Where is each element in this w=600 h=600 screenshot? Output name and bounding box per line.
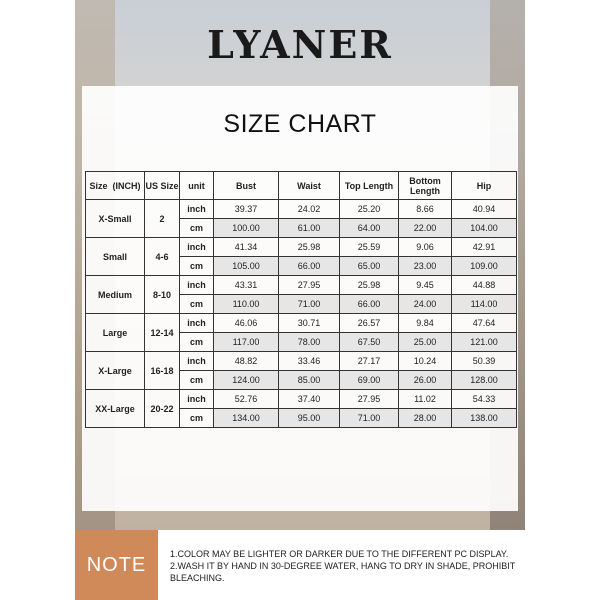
table-header-row: [86, 172, 517, 200]
measurement-cell: 26.00: [399, 371, 452, 390]
measurement-cell: 52.76: [214, 390, 279, 409]
measurement-cell: 9.84: [399, 314, 452, 333]
measurement-cell: 27.17: [340, 352, 399, 371]
measurement-cell: 42.91: [452, 238, 517, 257]
measurement-cell: 25.00: [399, 333, 452, 352]
table-row: [86, 276, 517, 295]
measurement-cell: 33.46: [279, 352, 340, 371]
measurement-cell: 11.02: [399, 390, 452, 409]
unit-cell: inch: [180, 352, 214, 371]
size-name-cell: Large: [86, 314, 145, 352]
measurement-cell: 95.00: [279, 409, 340, 428]
unit-cell: inch: [180, 238, 214, 257]
measurement-cell: 43.31: [214, 276, 279, 295]
measurement-cell: 27.95: [279, 276, 340, 295]
measurement-cell: 71.00: [340, 409, 399, 428]
measurement-cell: 30.71: [279, 314, 340, 333]
measurement-cell: 50.39: [452, 352, 517, 371]
measurement-cell: 9.06: [399, 238, 452, 257]
measurement-cell: 61.00: [279, 219, 340, 238]
measurement-cell: 27.95: [340, 390, 399, 409]
measurement-cell: 105.00: [214, 257, 279, 276]
measurement-cell: 138.00: [452, 409, 517, 428]
measurement-cell: 28.00: [399, 409, 452, 428]
measurement-cell: 64.00: [340, 219, 399, 238]
size-name-cell: XX-Large: [86, 390, 145, 428]
header-hip: Hip: [452, 172, 517, 200]
measurement-cell: 117.00: [214, 333, 279, 352]
size-table-body: [86, 200, 517, 428]
unit-cell: cm: [180, 295, 214, 314]
us-size-cell: 20-22: [145, 390, 180, 428]
header-waist: Waist: [279, 172, 340, 200]
measurement-cell: 47.64: [452, 314, 517, 333]
unit-cell: inch: [180, 390, 214, 409]
unit-cell: cm: [180, 333, 214, 352]
us-size-cell: 16-18: [145, 352, 180, 390]
measurement-cell: 26.57: [340, 314, 399, 333]
unit-cell: cm: [180, 219, 214, 238]
table-row: [86, 352, 517, 371]
page-title: SIZE CHART: [223, 110, 377, 138]
unit-cell: cm: [180, 371, 214, 390]
measurement-cell: 25.98: [340, 276, 399, 295]
unit-cell: cm: [180, 409, 214, 428]
measurement-cell: 69.00: [340, 371, 399, 390]
measurement-cell: 124.00: [214, 371, 279, 390]
unit-cell: inch: [180, 276, 214, 295]
note-line-2: 2.WASH IT BY HAND IN 30-DEGREE WATER, HANG TO DRY IN SHADE, PROHIBIT BLEACHING.: [170, 561, 516, 583]
measurement-cell: 24.00: [399, 295, 452, 314]
header-size: Size (INCH): [86, 172, 145, 200]
header-top-length: Top Length: [340, 172, 399, 200]
measurement-cell: 65.00: [340, 257, 399, 276]
measurement-cell: 22.00: [399, 219, 452, 238]
measurement-cell: 37.40: [279, 390, 340, 409]
measurement-cell: 100.00: [214, 219, 279, 238]
unit-cell: cm: [180, 257, 214, 276]
unit-cell: inch: [180, 200, 214, 219]
header-unit: unit: [180, 172, 214, 200]
measurement-cell: 54.33: [452, 390, 517, 409]
us-size-cell: 12-14: [145, 314, 180, 352]
measurement-cell: 66.00: [340, 295, 399, 314]
measurement-cell: 46.06: [214, 314, 279, 333]
table-row: [86, 238, 517, 257]
header-us-size: US Size: [145, 172, 180, 200]
note-line-1: 1.COLOR MAY BE LIGHTER OR DARKER DUE TO THE DIFFERENT PC DISPLAY.: [170, 549, 509, 559]
measurement-cell: 71.00: [279, 295, 340, 314]
measurement-cell: 44.88: [452, 276, 517, 295]
unit-cell: inch: [180, 314, 214, 333]
size-name-cell: Medium: [86, 276, 145, 314]
measurement-cell: 24.02: [279, 200, 340, 219]
measurement-cell: 48.82: [214, 352, 279, 371]
measurement-cell: 128.00: [452, 371, 517, 390]
header-bottom-length: Bottom Length: [399, 172, 452, 200]
measurement-cell: 85.00: [279, 371, 340, 390]
table-row: [86, 200, 517, 219]
us-size-cell: 8-10: [145, 276, 180, 314]
measurement-cell: 9.45: [399, 276, 452, 295]
measurement-cell: 78.00: [279, 333, 340, 352]
measurement-cell: 104.00: [452, 219, 517, 238]
size-table: [85, 171, 517, 428]
us-size-cell: 2: [145, 200, 180, 238]
measurement-cell: 23.00: [399, 257, 452, 276]
measurement-cell: 109.00: [452, 257, 517, 276]
measurement-cell: 67.50: [340, 333, 399, 352]
measurement-cell: 134.00: [214, 409, 279, 428]
size-name-cell: Small: [86, 238, 145, 276]
us-size-cell: 4-6: [145, 238, 180, 276]
size-name-cell: X-Large: [86, 352, 145, 390]
note-label: NOTE: [75, 530, 158, 600]
table-row: [86, 390, 517, 409]
measurement-cell: 25.59: [340, 238, 399, 257]
note-text: [170, 548, 525, 584]
measurement-cell: 110.00: [214, 295, 279, 314]
measurement-cell: 114.00: [452, 295, 517, 314]
measurement-cell: 66.00: [279, 257, 340, 276]
measurement-cell: 25.20: [340, 200, 399, 219]
measurement-cell: 40.94: [452, 200, 517, 219]
table-row: [86, 314, 517, 333]
measurement-cell: 25.98: [279, 238, 340, 257]
header-bust: Bust: [214, 172, 279, 200]
measurement-cell: 39.37: [214, 200, 279, 219]
measurement-cell: 121.00: [452, 333, 517, 352]
brand-logo: LYANER: [207, 22, 393, 67]
measurement-cell: 41.34: [214, 238, 279, 257]
size-name-cell: X-Small: [86, 200, 145, 238]
measurement-cell: 8.66: [399, 200, 452, 219]
measurement-cell: 10.24: [399, 352, 452, 371]
